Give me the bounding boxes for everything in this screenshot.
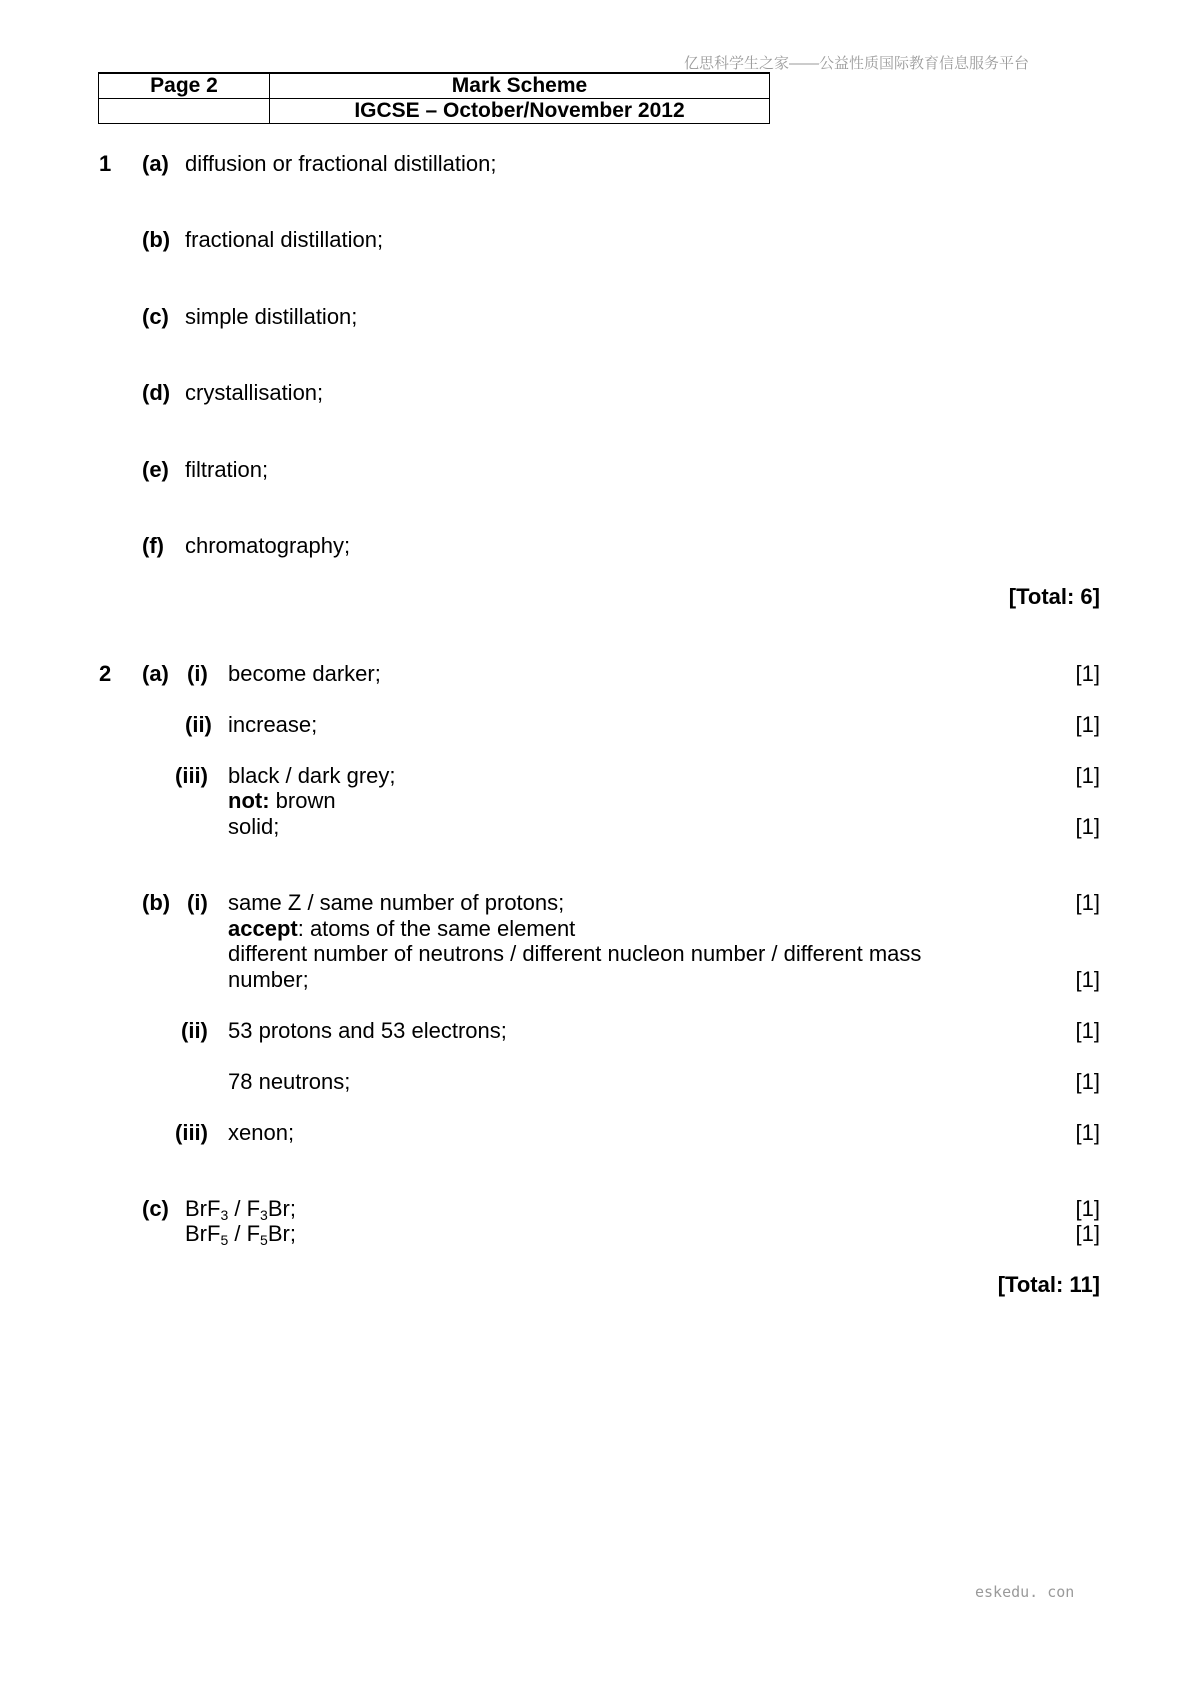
q2-total: [Total: 11] — [997, 1272, 1100, 1297]
subscript: 5 — [260, 1232, 268, 1248]
q2a-iii-label: (iii) — [175, 763, 208, 788]
q1-part-label: (c) — [142, 304, 169, 329]
mark: [1] — [1075, 890, 1100, 915]
watermark-bottom: eskedu. con — [975, 1583, 1075, 1601]
q2b-i-label: (i) — [187, 890, 208, 915]
q2b-i-text3: different number of neutrons / different nucleon number / different mass — [228, 941, 922, 966]
mark: [1] — [1075, 1120, 1100, 1145]
mark: [1] — [1075, 1221, 1100, 1246]
document-title: Mark Scheme — [270, 73, 770, 99]
q2b-i-accept-line — [228, 918, 575, 940]
mark: [1] — [1075, 1018, 1100, 1043]
formula-part: Br; — [267, 1196, 296, 1221]
mark: [1] — [1075, 967, 1100, 992]
q2c-formula-line-1 — [185, 1196, 296, 1223]
mark: [1] — [1075, 661, 1100, 686]
q1-part-text: simple distillation; — [185, 304, 358, 329]
q1-part-text: diffusion or fractional distillation; — [185, 151, 497, 176]
mark: [1] — [1075, 763, 1100, 788]
watermark-top: 亿思科学生之家——公益性质国际教育信息服务平台 — [684, 55, 1030, 72]
q2a-label: (a) — [142, 661, 169, 686]
accept-text: : atoms of the same element — [297, 916, 576, 941]
header-table — [98, 72, 770, 124]
q2c-formula-line-2 — [185, 1221, 296, 1248]
accept-label: accept — [228, 916, 298, 941]
mark: [1] — [1075, 814, 1100, 839]
q2b-iii-text: xenon; — [228, 1120, 295, 1145]
document-subtitle: IGCSE – October/November 2012 — [270, 99, 770, 124]
subscript: 5 — [220, 1232, 229, 1248]
q2b-ii-text: 53 protons and 53 electrons; — [228, 1018, 507, 1043]
q2a-i-label: (i) — [187, 661, 208, 686]
q1-part-text: filtration; — [185, 457, 269, 482]
q2b-ii-label: (ii) — [181, 1018, 208, 1043]
mark: [1] — [1075, 1069, 1100, 1094]
q2a-iii-not-line — [228, 790, 336, 812]
q2a-ii-text: increase; — [228, 712, 318, 737]
not-label: not: — [228, 788, 270, 813]
mark: [1] — [1075, 1196, 1100, 1221]
formula-sep: / F — [228, 1221, 261, 1246]
q2a-ii-label: (ii) — [185, 712, 212, 737]
subscript: 3 — [260, 1207, 268, 1223]
mark: [1] — [1075, 712, 1100, 737]
q2b-i-text: same Z / same number of protons; — [228, 890, 565, 915]
formula-part: BrF — [185, 1221, 221, 1246]
q2a-i-text: become darker; — [228, 661, 381, 686]
q2c-label: (c) — [142, 1196, 169, 1221]
page-number: Page 2 — [99, 73, 270, 99]
q2b-i-text4: number; — [228, 967, 309, 992]
q2a-iii-text2: solid; — [228, 814, 280, 839]
formula-part: Br; — [267, 1221, 296, 1246]
q1-part-text: fractional distillation; — [185, 227, 384, 252]
q2b-ii-text2: 78 neutrons; — [228, 1069, 351, 1094]
not-text: brown — [269, 788, 336, 813]
q1-part-label: (f) — [142, 533, 164, 558]
question-2-number: 2 — [99, 661, 112, 686]
q2b-iii-label: (iii) — [175, 1120, 208, 1145]
subscript: 3 — [220, 1207, 229, 1223]
q2a-iii-text: black / dark grey; — [228, 763, 396, 788]
q1-total: [Total: 6] — [1008, 584, 1100, 609]
q1-part-label: (a) — [142, 151, 169, 176]
question-1-number: 1 — [99, 151, 112, 176]
q1-part-label: (e) — [142, 457, 169, 482]
q2b-label: (b) — [142, 890, 171, 915]
formula-part: BrF — [185, 1196, 221, 1221]
q1-part-label: (d) — [142, 380, 171, 405]
q1-part-label: (b) — [142, 227, 171, 252]
header-blank-cell — [99, 99, 270, 124]
formula-sep: / F — [228, 1196, 261, 1221]
q1-part-text: crystallisation; — [185, 380, 324, 405]
q1-part-text: chromatography; — [185, 533, 351, 558]
